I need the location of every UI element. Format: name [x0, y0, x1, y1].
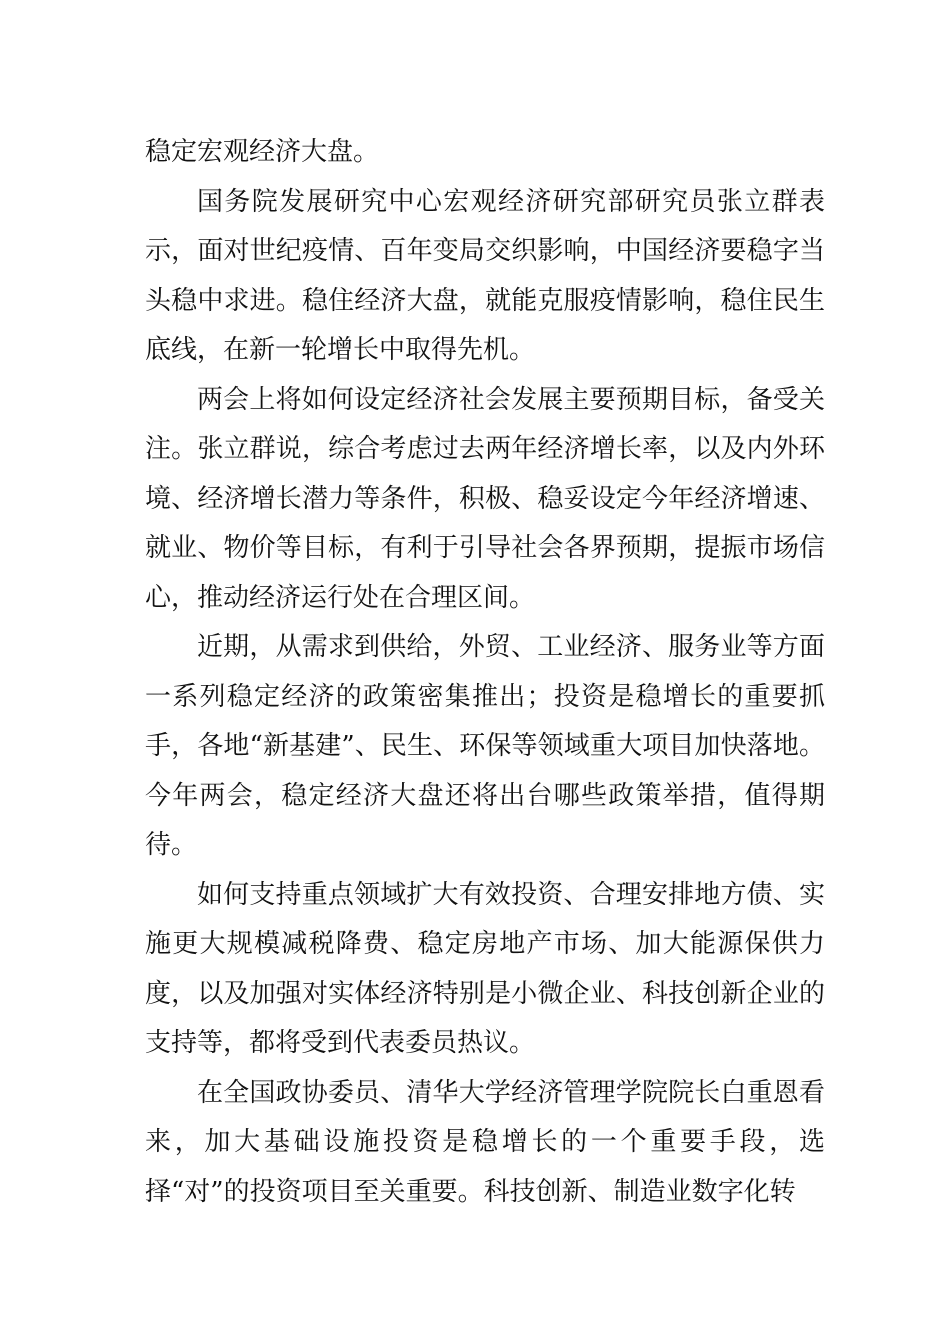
article-body [145, 128, 825, 1217]
paragraph-recent-policies: 近期，从需求到供给，外贸、工业经济、服务业等方面一系列稳定经济的政策密集推出；投资是稳增长的重要抓手，各地“新基建”、民生、环保等领域重大项目加快落地。今年两会，稳定经济大盘还将出台哪些政策举措，值得期待。 [145, 632, 825, 860]
paragraph-continuation: 稳定宏观经济大盘。 [145, 137, 380, 167]
paragraph-growth-targets: 两会上将如何设定经济社会发展主要预期目标，备受关注。张立群说，综合考虑过去两年经济增长率，以及内外环境、经济增长潜力等条件，积极、稳妥设定今年经济增速、就业、物价等目标，有利于引导社会各界预期，提振市场信心，推动经济运行处在合理区间。 [145, 384, 825, 613]
paragraph-key-areas: 如何支持重点领域扩大有效投资、合理安排地方债、实施更大规模减税降费、稳定房地产市场、加大能源保供力度，以及加强对实体经济特别是小微企业、科技创新企业的支持等，都将受到代表委员热议。 [145, 879, 825, 1058]
paragraph-zhang-liqun-statement: 国务院发展研究中心宏观经济研究部研究员张立群表示，面对世纪疫情、百年变局交织影响，中国经济要稳字当头稳中求进。稳住经济大盘，就能克服疫情影响，稳住民生底线，在新一轮增长中取得先机。 [145, 186, 825, 365]
paragraph-bai-chongen-view: 在全国政协委员、清华大学经济管理学院院长白重恩看来，加大基础设施投资是稳增长的一个重要手段，选择“对”的投资项目至关重要。科技创新、制造业数字化转 [145, 1077, 825, 1207]
